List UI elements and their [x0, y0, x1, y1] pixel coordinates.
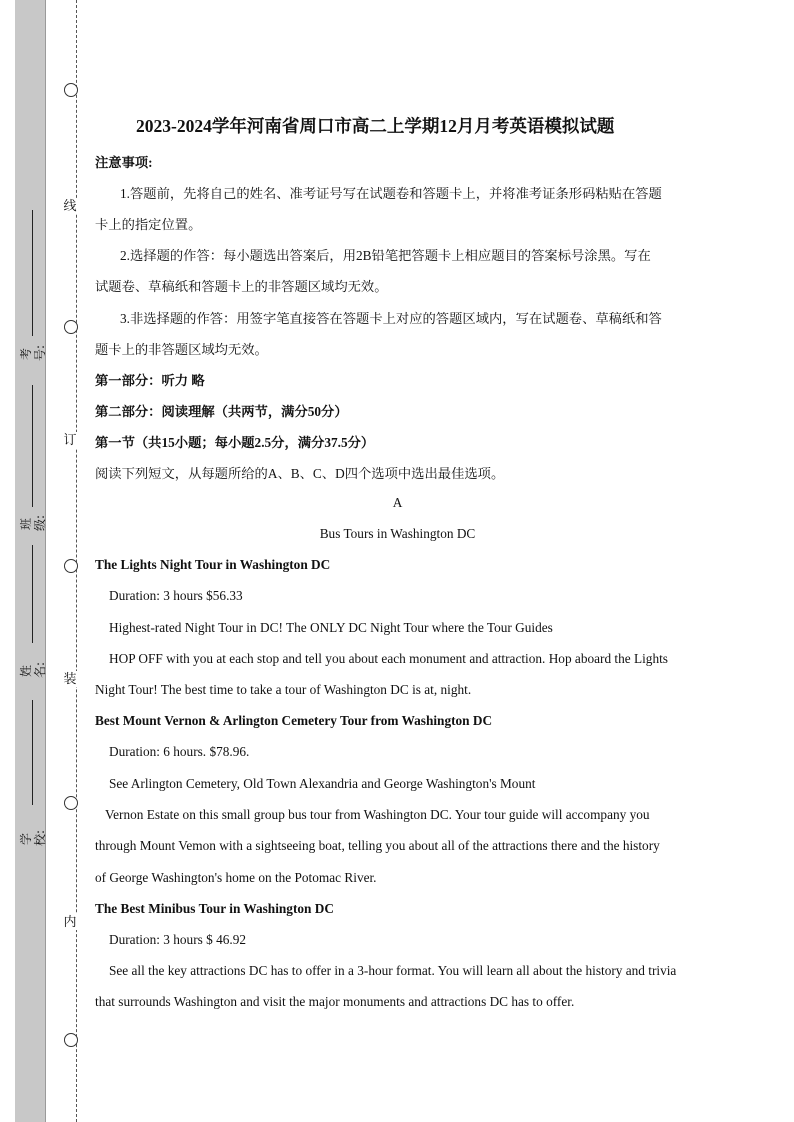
tour-1-line-3: Night Tour! The best time to take a tour of Washington DC is at, night.: [95, 682, 472, 697]
school-label: 学校:: [19, 829, 47, 846]
tour-1-duration: Duration: 3 hours $56.33: [109, 588, 243, 603]
cut-char-ding: 订: [63, 432, 77, 447]
exam-number-underline: [32, 210, 33, 336]
exam-number-label: 考号:: [19, 344, 47, 361]
tour-2-line-3: through Mount Vemon with a sightseeing boat, telling you about all of the attractions there and the history: [95, 838, 660, 853]
note-2-line-2: 试题卷、草稿纸和答题卡上的非答题区域均无效。: [95, 279, 388, 294]
tour-1-line-1: Highest-rated Night Tour in DC! The ONLY DC Night Tour where the Tour Guides: [109, 620, 553, 635]
exam-title: 2023-2024学年河南省周口市高二上学期12月月考英语模拟试题: [136, 116, 615, 136]
cut-char-xian: 线: [63, 198, 77, 213]
binding-hole: [64, 796, 78, 810]
school-underline: [32, 700, 33, 805]
name-label: 姓名:: [19, 661, 47, 678]
name-underline: [32, 545, 33, 643]
section-1-heading: 第一节（共15小题；每小题2.5分，满分37.5分）: [95, 435, 375, 450]
tour-1-heading: The Lights Night Tour in Washington DC: [95, 557, 331, 572]
tour-3-duration: Duration: 3 hours $ 46.92: [109, 932, 247, 947]
binding-hole: [64, 83, 78, 97]
binding-margin-edge: [45, 0, 46, 1122]
note-3-line-2: 题卡上的非答题区域均无效。: [95, 342, 268, 357]
tour-2-line-4: of George Washington's home on the Potomac River.: [95, 870, 377, 885]
cut-char-nei: 内: [63, 914, 77, 929]
binding-hole: [64, 1033, 78, 1047]
tour-3-line-1: See all the key attractions DC has to offer in a 3-hour format. You will learn all about the history and trivia: [109, 963, 677, 978]
binding-hole: [64, 559, 78, 573]
part-1-heading: 第一部分：听力 略: [95, 373, 205, 388]
note-2-line-1: 2.选择题的作答：每小题选出答案后，用2B铅笔把答题卡上相应题目的答案标号涂黑。写在: [120, 248, 651, 263]
class-underline: [32, 385, 33, 507]
tour-3-heading: The Best Minibus Tour in Washington DC: [95, 901, 334, 916]
school-field[interactable]: [19, 700, 47, 860]
tour-2-line-2: Vernon Estate on this small group bus tour from Washington DC. Your tour guide will accompany you: [105, 807, 650, 822]
tour-1-line-2: HOP OFF with you at each stop and tell you about each monument and attraction. Hop aboard the Lights: [109, 651, 668, 666]
binding-hole: [64, 320, 78, 334]
exam-number-field[interactable]: [19, 210, 47, 361]
part-2-heading: 第二部分：阅读理解（共两节，满分50分）: [95, 404, 348, 419]
tour-2-heading: Best Mount Vernon & Arlington Cemetery Tour from Washington DC: [95, 713, 493, 728]
note-1-line-1: 1.答题前，先将自己的姓名、准考证号写在试题卷和答题卡上，并将准考证条形码粘贴在答题: [120, 186, 662, 201]
note-3-line-1: 3.非选择题的作答：用签字笔直接答在答题卡上对应的答题区域内，写在试题卷、草稿纸和答: [120, 311, 662, 326]
tour-2-duration: Duration: 6 hours. $78.96.: [109, 744, 250, 759]
note-1-line-2: 卡上的指定位置。: [95, 217, 202, 232]
reading-instruction: 阅读下列短文，从每题所给的A、B、C、D四个选项中选出最佳选项。: [95, 466, 505, 481]
passage-title: Bus Tours in Washington DC: [319, 526, 476, 541]
cut-char-zhuang: 装: [63, 671, 77, 686]
tour-2-line-1: See Arlington Cemetery, Old Town Alexandria and George Washington's Mount: [109, 776, 536, 791]
passage-label: A: [392, 495, 403, 510]
class-field[interactable]: [19, 385, 47, 535]
notes-heading: 注意事项:: [95, 155, 153, 170]
class-label: 班级:: [19, 514, 47, 531]
name-field[interactable]: [19, 545, 47, 695]
tour-3-line-2: that surrounds Washington and visit the major monuments and attractions DC has to offer.: [95, 994, 575, 1009]
